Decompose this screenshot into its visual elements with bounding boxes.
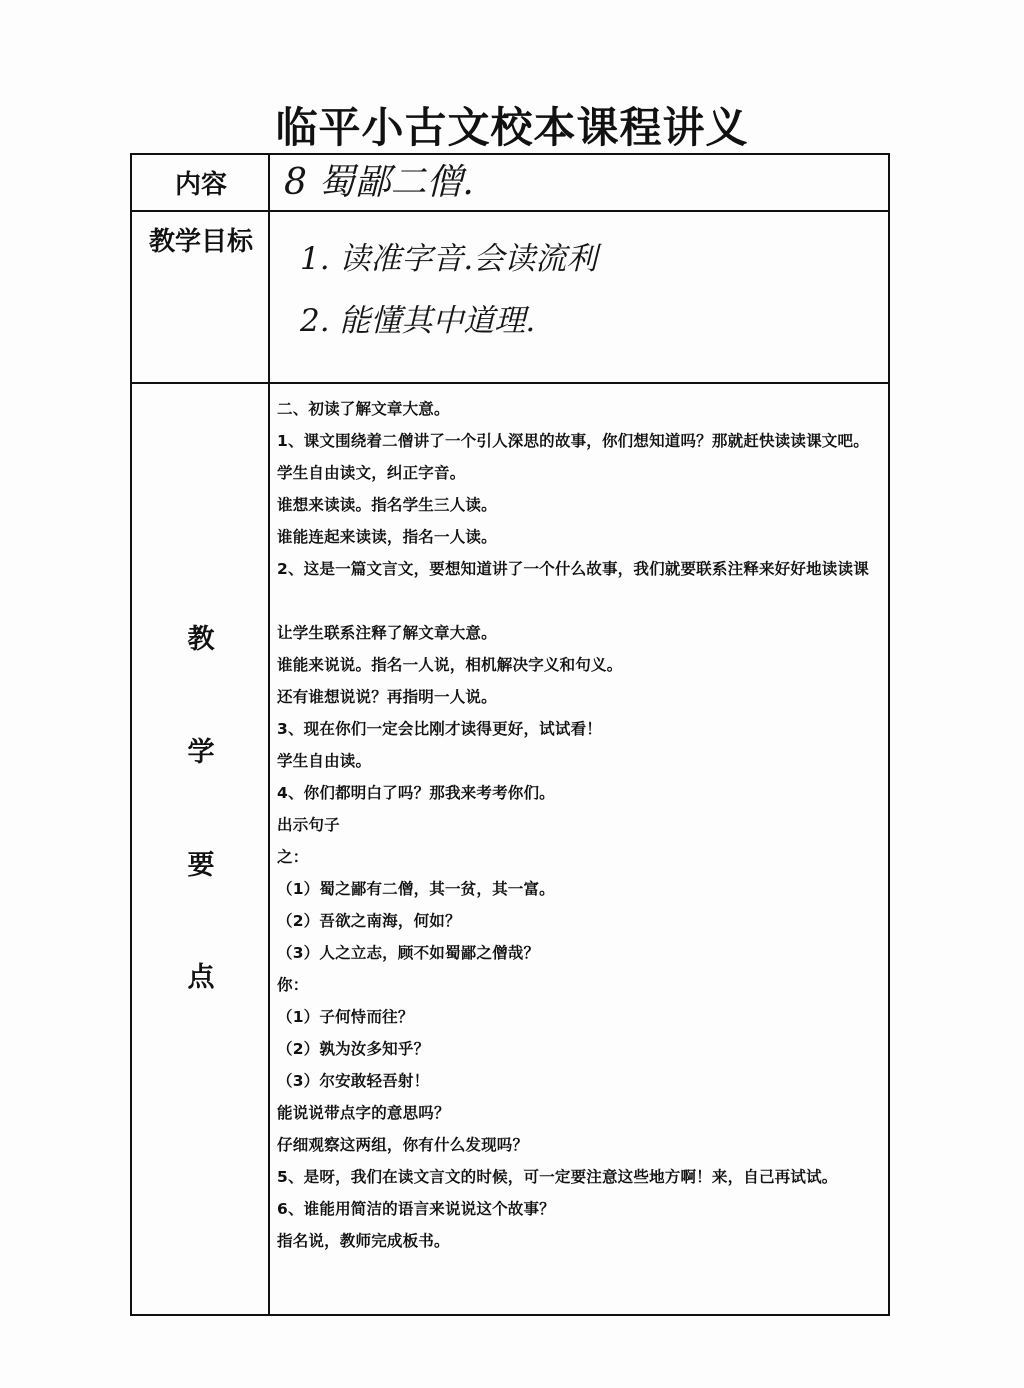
text-line: 学生自由读。 (277, 752, 372, 770)
column-divider (268, 155, 270, 1314)
text-line: 2、这是一篇文言文，要想知道讲了一个什么故事，我们就要联系注释来好好地读读课 (277, 560, 869, 578)
text-line: 谁想来读读。指名学生三人读。 (277, 496, 497, 514)
text-line: （1）子何恃而往？ (277, 1008, 414, 1026)
text-line: 1、课文围绕着二僧讲了一个引人深思的故事，你们想知道吗？那就赶快读读课文吧。 (277, 432, 869, 450)
text-line: 你： (277, 976, 309, 994)
text-line: 还有谁想说说？再指明一人说。 (277, 688, 497, 706)
goals-label: 教学目标 (148, 227, 253, 257)
text-line: 5、是呀，我们在读文言文的时候，可一定要注意这些地方啊！来，自己再试试。 (277, 1168, 838, 1186)
teaching-points-text (277, 393, 887, 1257)
text-line: （3）尔安敢轻吾射！ (277, 1072, 430, 1090)
text-line: （3）人之立志，顾不如蜀鄙之僧哉？ (277, 944, 540, 962)
points-label-char: 点 (187, 962, 215, 993)
text-line: 3、现在你们一定会比刚才读得更好，试试看！ (277, 720, 602, 738)
content-value: 8 蜀鄙二僧. (284, 162, 474, 203)
text-line: 出示句子 (277, 816, 340, 834)
points-label-char: 要 (187, 850, 215, 881)
goal-item: 1. 读准字音.会读流利 (300, 241, 598, 277)
text-line: （1）蜀之鄙有二僧，其一贫，其一富。 (277, 880, 555, 898)
text-line: 谁能连起来读读，指名一人读。 (277, 528, 497, 546)
text-line: 让学生联系注释了解文章大意。 (277, 624, 497, 642)
document-title: 临平小古文校本课程讲义 (275, 103, 749, 152)
text-line: 二、初读了解文章大意。 (277, 400, 450, 418)
points-label-char: 教 (187, 624, 215, 655)
row-divider-2 (132, 382, 888, 384)
points-label-char: 学 (187, 737, 215, 768)
text-line: 仔细观察这两组，你有什么发现吗？ (277, 1136, 529, 1154)
text-line: 能说说带点字的意思吗？ (277, 1104, 450, 1122)
text-line: 谁能来说说。指名一人说，相机解决字义和句义。 (277, 656, 623, 674)
text-line: （2）孰为汝多知乎？ (277, 1040, 430, 1058)
text-line: 之： (277, 848, 309, 866)
text-line: 6、谁能用简洁的语言来说说这个故事？ (277, 1200, 555, 1218)
text-line: 指名说，教师完成板书。 (277, 1232, 450, 1250)
blank-line (277, 585, 887, 617)
content-label: 内容 (174, 170, 227, 200)
text-line: （2）吾欲之南海，何如？ (277, 912, 461, 930)
text-line: 4、你们都明白了吗？那我来考考你们。 (277, 784, 555, 802)
row-divider-1 (132, 210, 888, 212)
text-line: 学生自由读文，纠正字音。 (277, 464, 466, 482)
lesson-table (130, 153, 890, 1316)
goal-item: 2. 能懂其中道理. (300, 303, 536, 339)
